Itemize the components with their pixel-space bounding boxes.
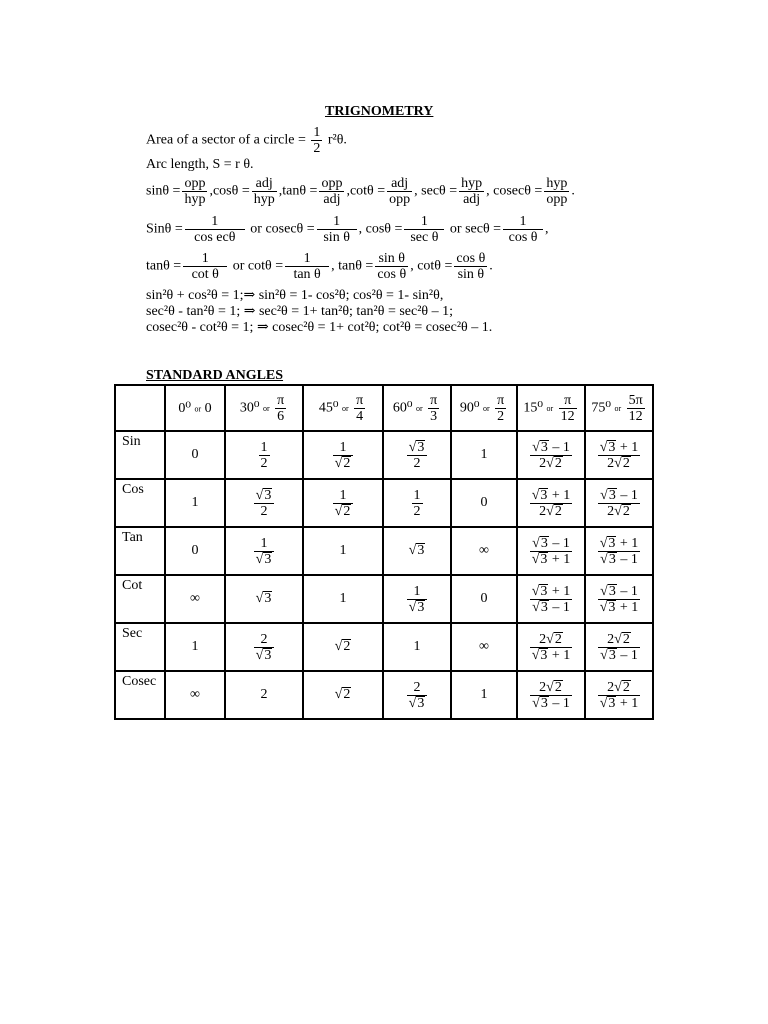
table-row: Cot ∞ √3 1 $\frac{1}{√3}$ 0 $\frac{√3 + 1}{√3 - 1}$ $\frac{√3 - 1}{√3 + 1}$ [115,575,653,623]
header-15: 15⁰ or $\frac{\pi}{12}$ [517,385,585,431]
row-label: Sec [115,623,165,671]
page-title: TRIGNOMETRY [325,104,434,119]
table-row: Sin 0 $\frac{1}{2}$ $\frac{1}{√2}$ $\frac{√3}{2}$ 1 $\frac{√3 - 1}{2√2}$ $\frac{√3 + 1}{2√2}$ [115,431,653,479]
header-0: 0⁰ or 0 [165,385,225,431]
row-label: Tan [115,527,165,575]
arc-line: Arc length, S = r θ. [146,157,254,172]
row-label: Sin [115,431,165,479]
corner-cell [115,385,165,431]
table-row: Tan 0 $\frac{1}{√3}$ 1 √3 ∞ $\frac{√3 - 1}{√3 + 1}$ $\frac{√3 + 1}{√3 - 1}$ [115,527,653,575]
identity-line-2: sec²θ - tan²θ = 1; ⇒ sec²θ = 1+ tan²θ; tan²θ = sec²θ – 1; [146,304,454,319]
header-45: 45⁰ or $\frac{\pi}{4}$ [303,385,383,431]
table-row: Sec 1 $\frac{2}{√3}$ √2 1 ∞ $\frac{2√2}{√3 + 1}$ $\frac{2√2}{√3 - 1}$ [115,623,653,671]
standard-angles-table [114,384,654,720]
row-label: Cosec [115,671,165,719]
reciprocal-line: Sinθ = 1 cos ecθ or cosecθ = $\frac{1}{\text{sin θ}}$ , cosθ = 1 sec θ or secθ = $\frac{1}{\text{cos θ}}$ , [146,214,549,245]
header-30: 30⁰ or $\frac{\pi}{6}$ [225,385,303,431]
table-row: Cos 1 $\frac{√3}{2}$ $\frac{1}{√2}$ $\frac{1}{2}$ 0 $\frac{√3 + 1}{2√2}$ $\frac{√3 - 1}{2√2}$ [115,479,653,527]
area-line: Area of a sector of a circle = $\frac{1}{2}$ r²θ. [146,125,347,156]
table-header-row [115,385,653,431]
row-label: Cos [115,479,165,527]
quotient-line: tanθ = $\frac{1}{\text{cot θ}}$ or cotθ = $\frac{1}{\text{tan θ}}$ , tanθ = $\frac{\text{sin θ}}{\text{cos θ}}$ , cotθ = $\frac{\text{cos θ}}{\text{sin θ}}$ . [146,251,493,282]
table-row: Cosec ∞ 2 √2 $\frac{2}{√3}$ 1 $\frac{2√2}{√3 - 1}$ $\frac{2√2}{√3 + 1}$ [115,671,653,719]
ratio-line: sinθ = opp hyp ,cosθ = adj hyp ,tanθ = opp adj ,cotθ = adj opp , secθ = hyp adj , cosecθ = hyp opp . [146,176,575,207]
header-90: 90⁰ or $\frac{\pi}{2}$ [451,385,517,431]
identity-line-3: cosec²θ - cot²θ = 1; ⇒ cosec²θ = 1+ cot²θ; cot²θ = cosec²θ – 1. [146,320,493,335]
table-heading: STANDARD ANGLES [146,368,284,383]
identity-line-1: sin²θ + cos²θ = 1;⇒ sin²θ = 1- cos²θ; cos²θ = 1- sin²θ, [146,288,444,303]
header-60: 60⁰ or $\frac{\pi}{3}$ [383,385,451,431]
row-label: Cot [115,575,165,623]
header-75: 75⁰ or $\frac{5\pi}{12}$ [585,385,653,431]
